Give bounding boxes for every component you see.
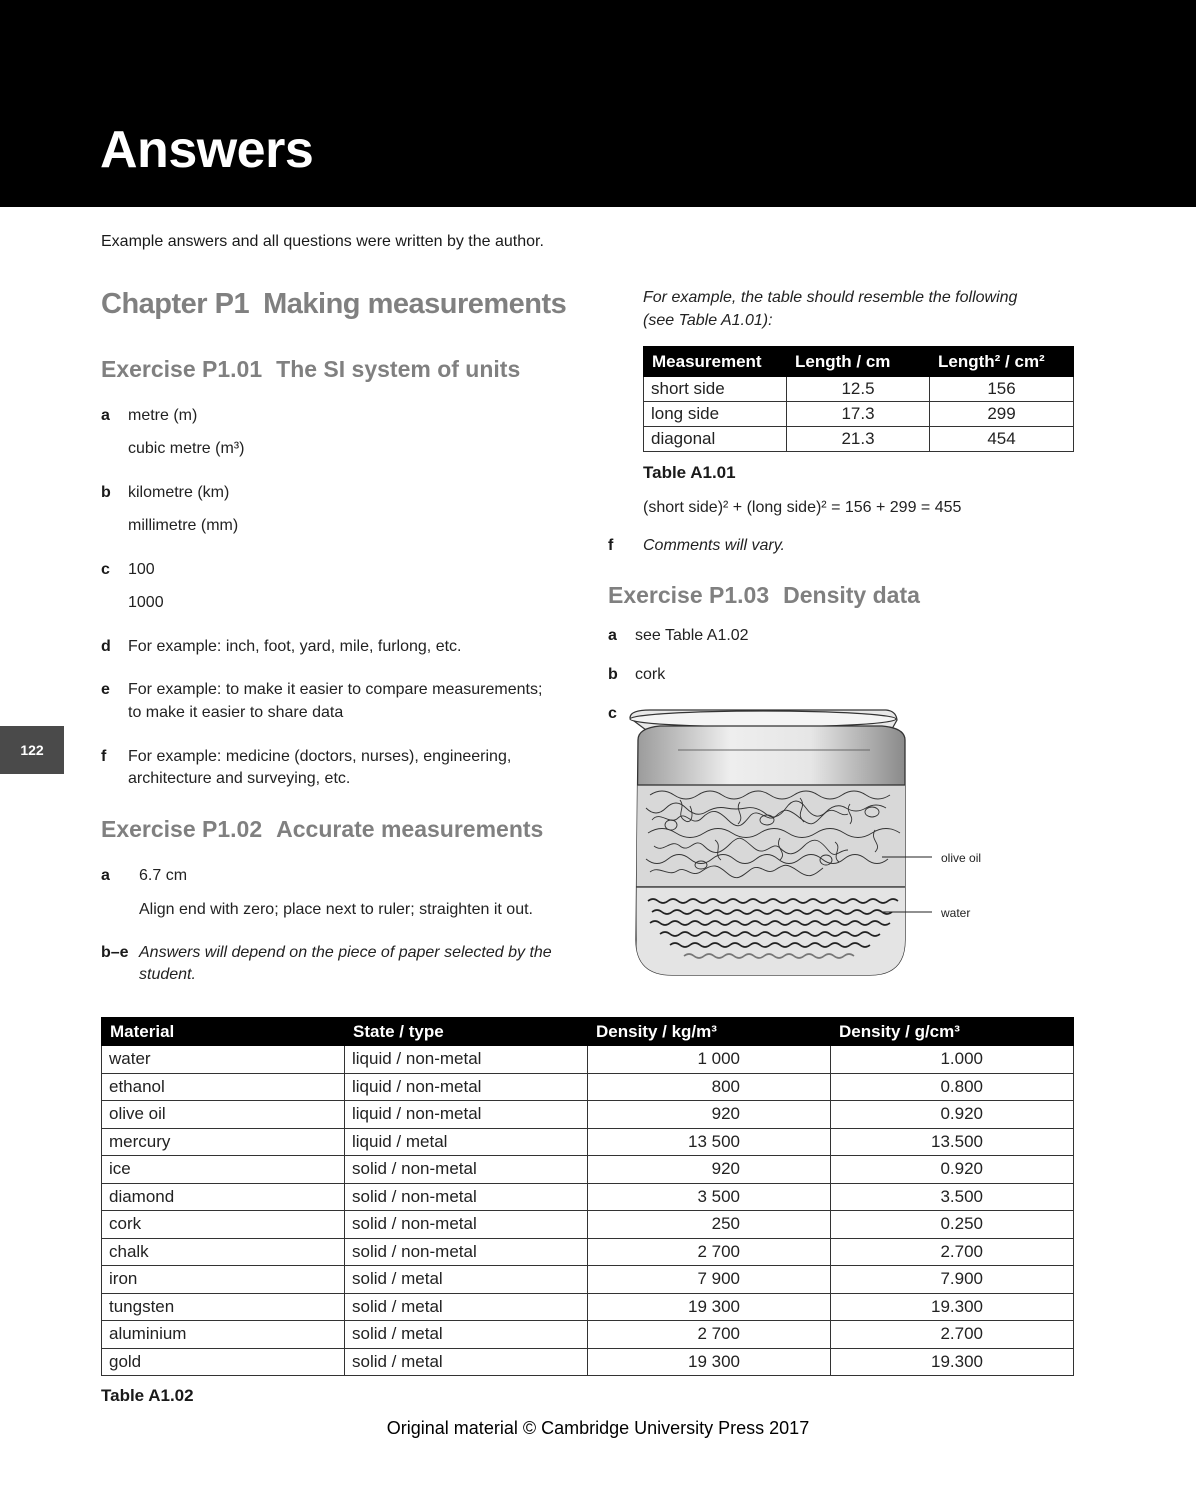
table-caption: Table A1.02 <box>101 1386 194 1405</box>
table-cell: iron <box>102 1266 345 1294</box>
answer-line: For example: inch, foot, yard, mile, furlong, etc. <box>128 638 462 655</box>
exercise-number: Exercise P1.01 <box>101 356 263 382</box>
answer-line: 6.7 cm <box>139 867 188 884</box>
exercise-title: Density data <box>783 582 920 608</box>
answer-line: cubic metre (m³) <box>128 440 245 457</box>
exercise-heading-p1-03 <box>608 582 920 609</box>
table-cell: 19 300 <box>588 1348 831 1376</box>
table-cell: 13 500 <box>588 1128 831 1156</box>
item-label: a <box>101 867 110 884</box>
item-label: c <box>101 561 110 578</box>
exercise-number: Exercise P1.02 <box>101 816 263 842</box>
exercise-heading-p1-01 <box>101 356 520 383</box>
chapter-number: Chapter P1 <box>101 288 250 320</box>
item-label: d <box>101 638 111 655</box>
table-cell: 2 700 <box>588 1238 831 1266</box>
table-cell: chalk <box>102 1238 345 1266</box>
column-header: Density / g/cm³ <box>831 1018 1074 1046</box>
item-label: b <box>101 484 111 501</box>
page-title: Answers <box>100 121 314 179</box>
table-cell: 19.300 <box>831 1293 1074 1321</box>
table-cell: solid / non-metal <box>345 1238 588 1266</box>
answer-line: kilometre (km) <box>128 484 230 501</box>
table-cell: 2.700 <box>831 1321 1074 1349</box>
table-row <box>102 1321 1074 1349</box>
column-header: Length² / cm² <box>930 347 1074 377</box>
table-cell: solid / metal <box>345 1321 588 1349</box>
table-cell: 2.700 <box>831 1238 1074 1266</box>
answer-line: Comments will vary. <box>643 537 785 554</box>
answer-line: see Table A1.02 <box>635 627 749 644</box>
table-cell: 3 500 <box>588 1183 831 1211</box>
column-header: Material <box>102 1018 345 1046</box>
table-row <box>102 1211 1074 1239</box>
page-number: 122 <box>0 726 64 774</box>
table-cell: ice <box>102 1156 345 1184</box>
table-a1-02 <box>101 1017 1074 1376</box>
answer-line: architecture and surveying, etc. <box>128 770 351 787</box>
table-cell: diamond <box>102 1183 345 1211</box>
intro-text: Example answers and all questions were written by the author. <box>101 233 544 250</box>
answer-line: Answers will depend on the piece of paper selected by the <box>139 944 552 961</box>
table-cell: tungsten <box>102 1293 345 1321</box>
table-cell: 454 <box>930 427 1074 452</box>
item-label: f <box>608 537 614 554</box>
table-cell: liquid / non-metal <box>345 1046 588 1074</box>
table-cell: diagonal <box>644 427 787 452</box>
table-cell: 250 <box>588 1211 831 1239</box>
table-row <box>102 1156 1074 1184</box>
item-label: a <box>101 407 110 424</box>
table-row <box>644 402 1074 427</box>
table-row <box>102 1046 1074 1074</box>
page-header <box>0 0 1196 207</box>
table-cell: solid / metal <box>345 1293 588 1321</box>
table-cell: liquid / non-metal <box>345 1101 588 1129</box>
table-cell: long side <box>644 402 787 427</box>
table-cell: 19 300 <box>588 1293 831 1321</box>
copyright-footer: Original material © Cambridge University Press 2017 <box>386 1418 810 1438</box>
table-cell: gold <box>102 1348 345 1376</box>
table-cell: 0.250 <box>831 1211 1074 1239</box>
chapter-title: Making measurements <box>263 288 567 320</box>
table-cell: 0.920 <box>831 1101 1074 1129</box>
answer-line: to make it easier to share data <box>128 704 344 721</box>
answer-line: Align end with zero; place next to ruler; straighten it out. <box>139 901 533 918</box>
table-cell: 3.500 <box>831 1183 1074 1211</box>
table-cell: liquid / metal <box>345 1128 588 1156</box>
table-cell: ethanol <box>102 1073 345 1101</box>
exercise-title: The SI system of units <box>276 356 521 382</box>
table-cell: short side <box>644 377 787 402</box>
table-cell: 2 700 <box>588 1321 831 1349</box>
table-cell: 800 <box>588 1073 831 1101</box>
table-cell: solid / non-metal <box>345 1156 588 1184</box>
table-cell: 299 <box>930 402 1074 427</box>
table-cell: 7 900 <box>588 1266 831 1294</box>
answer-line: 100 <box>128 561 155 578</box>
column-header: Density / kg/m³ <box>588 1018 831 1046</box>
chapter-heading <box>101 288 566 321</box>
table-cell: 7.900 <box>831 1266 1074 1294</box>
table-cell: olive oil <box>102 1101 345 1129</box>
table-row <box>102 1073 1074 1101</box>
table-cell: 156 <box>930 377 1074 402</box>
table-cell: 1.000 <box>831 1046 1074 1074</box>
example-note: (see Table A1.01): <box>643 312 773 329</box>
table-a1-01 <box>643 346 1074 452</box>
table-cell: solid / metal <box>345 1348 588 1376</box>
table-cell: aluminium <box>102 1321 345 1349</box>
table-cell: 0.920 <box>831 1156 1074 1184</box>
table-caption: Table A1.01 <box>643 463 736 482</box>
table-cell: liquid / non-metal <box>345 1073 588 1101</box>
formula-line: (short side)² + (long side)² = 156 + 299 = 455 <box>643 499 962 516</box>
column-header: State / type <box>345 1018 588 1046</box>
item-label: a <box>608 627 617 644</box>
table-cell: 13.500 <box>831 1128 1074 1156</box>
item-label: c <box>608 705 617 722</box>
table-cell: 19.300 <box>831 1348 1074 1376</box>
table-cell: 21.3 <box>787 427 930 452</box>
table-row <box>102 1266 1074 1294</box>
answer-line: For example: to make it easier to compare measurements; <box>128 681 543 698</box>
column-header: Measurement <box>644 347 787 377</box>
table-row <box>644 377 1074 402</box>
jar-diagram <box>620 700 1010 985</box>
answer-line: 1000 <box>128 594 164 611</box>
answer-line: For example: medicine (doctors, nurses), engineering, <box>128 748 512 765</box>
olive-oil-label: olive oil <box>941 851 982 865</box>
table-cell: solid / non-metal <box>345 1183 588 1211</box>
table-row <box>644 427 1074 452</box>
table-cell: 17.3 <box>787 402 930 427</box>
answer-line: cork <box>635 666 666 683</box>
column-header: Length / cm <box>787 347 930 377</box>
item-label: b–e <box>101 944 129 961</box>
answer-line: student. <box>139 966 196 983</box>
answer-line: metre (m) <box>128 407 198 424</box>
item-label: f <box>101 748 107 765</box>
table-row <box>102 1348 1074 1376</box>
table-cell: 12.5 <box>787 377 930 402</box>
item-label: b <box>608 666 618 683</box>
table-cell: 920 <box>588 1156 831 1184</box>
exercise-number: Exercise P1.03 <box>608 582 770 608</box>
exercise-title: Accurate measurements <box>276 816 544 842</box>
table-row <box>102 1293 1074 1321</box>
table-row <box>102 1128 1074 1156</box>
table-row <box>102 1238 1074 1266</box>
answer-line: millimetre (mm) <box>128 517 239 534</box>
exercise-heading-p1-02 <box>101 816 543 843</box>
table-cell: solid / metal <box>345 1266 588 1294</box>
table-cell: cork <box>102 1211 345 1239</box>
table-row <box>102 1183 1074 1211</box>
table-row <box>102 1101 1074 1129</box>
table-cell: mercury <box>102 1128 345 1156</box>
water-label: water <box>941 906 971 920</box>
table-cell: 0.800 <box>831 1073 1074 1101</box>
table-cell: 1 000 <box>588 1046 831 1074</box>
table-cell: water <box>102 1046 345 1074</box>
example-note: For example, the table should resemble the following <box>643 289 1018 306</box>
table-cell: 920 <box>588 1101 831 1129</box>
item-label: e <box>101 681 110 698</box>
table-cell: solid / non-metal <box>345 1211 588 1239</box>
